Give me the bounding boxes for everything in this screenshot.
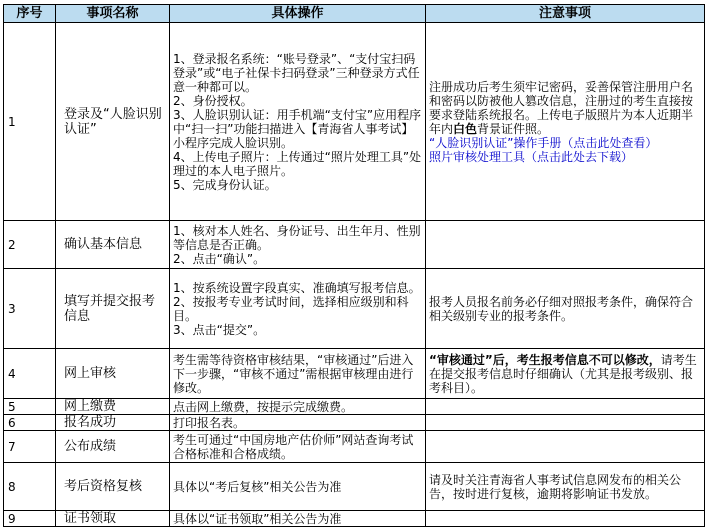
row-notes [426, 511, 705, 527]
row-operations [170, 511, 426, 527]
table-row [4, 415, 705, 431]
notes-emphasis: “审核通过”后，考生报考信息不可以修改， [429, 352, 661, 367]
table-row [4, 23, 705, 221]
row-notes [426, 23, 705, 221]
table-row [4, 399, 705, 415]
row-operations [170, 269, 426, 349]
operation-step: 1、按系统设置字段真实、准确填写报考信息。 [173, 280, 421, 295]
row-item-name: 确认基本信息 [56, 221, 170, 269]
face-auth-manual-link[interactable]: “人脸识别认证”操作手册（点击此处查看） [429, 135, 658, 150]
row-item-name: 考后资格复核 [56, 463, 170, 511]
row-item-name: 登录及“人脸识别认证” [56, 23, 170, 221]
row-notes: 请及时关注青海省人事考试信息网发布的相关公告，按时进行复核，逾期将影响证书发放。 [426, 463, 705, 511]
row-serial-no: 1 [4, 23, 56, 221]
header-operations: 具体操作 [170, 5, 426, 23]
procedure-table [3, 4, 705, 527]
row-notes [426, 221, 705, 269]
row-notes [426, 349, 705, 399]
operation-step: 具体以“证书领取”相关公告为准 [173, 511, 342, 526]
row-item-name: 报名成功 [56, 415, 170, 431]
header-serial-no: 序号 [4, 5, 56, 23]
notes-text: 背景证件照。 [477, 121, 550, 136]
row-notes: 报考人员报名前务必仔细对照报考条件，确保符合相关级别专业的报考条件。 [426, 269, 705, 349]
row-serial-no: 6 [4, 415, 56, 431]
row-operations [170, 463, 426, 511]
row-serial-no: 9 [4, 511, 56, 527]
operation-step: 具体以“考后复核”相关公告为准 [173, 479, 342, 494]
operation-step: 1、登录报名系统：“账号登录”、“支付宝扫码登录”或“电子社保卡扫码登录”三种登录方式任意一种都可以。 [173, 51, 420, 94]
operation-step: 5、完成身份认证。 [173, 177, 277, 192]
row-item-name: 网上审核 [56, 349, 170, 399]
row-operations [170, 23, 426, 221]
operation-step: 2、身份授权。 [173, 93, 253, 108]
operation-step: 点击网上缴费，按提示完成缴费。 [173, 399, 354, 414]
header-notes: 注意事项 [426, 5, 705, 23]
row-operations [170, 221, 426, 269]
table-row [4, 463, 705, 511]
row-notes [426, 431, 705, 463]
table-row [4, 269, 705, 349]
operation-step: 考生需等待资格审核结果，“审核通过”后进入下一步骤，“审核不通过”需根据审核理由进行修改。 [173, 352, 414, 395]
row-serial-no: 5 [4, 399, 56, 415]
row-operations [170, 349, 426, 399]
notes-emphasis: 白色 [453, 121, 478, 136]
row-serial-no: 2 [4, 221, 56, 269]
row-item-name: 网上缴费 [56, 399, 170, 415]
row-notes [426, 415, 705, 431]
notes-text: 注册成功后考生须牢记密码，妥善保管注册用户名和密码以防被他人篡改信息，注册过的考生直接按要求登陆系统报名。上传电子版照片为本人近期半年内 [429, 79, 694, 136]
operation-step: 考生可通过“中国房地产估价师”网站查询考试合格标准和合格成绩。 [173, 432, 414, 461]
notes-text: 请考生在提交报考信息时仔细确认（尤其是报考级别、报考科目）。 [429, 352, 697, 395]
operation-step: 打印报名表。 [173, 415, 246, 430]
row-operations [170, 399, 426, 415]
operation-step: 2、点击“确认”。 [173, 251, 266, 266]
table-row [4, 511, 705, 527]
photo-tool-download-link[interactable]: 照片审核处理工具（点击此处去下载） [429, 149, 634, 164]
operation-step: 4、上传电子照片：上传通过“照片处理工具”处理过的本人电子照片。 [173, 149, 422, 178]
row-notes [426, 399, 705, 415]
table-row [4, 221, 705, 269]
table-header-row [4, 5, 705, 23]
row-operations [170, 415, 426, 431]
row-serial-no: 7 [4, 431, 56, 463]
row-serial-no: 8 [4, 463, 56, 511]
row-item-name: 填写并提交报考信息 [56, 269, 170, 349]
operation-step: 1、核对本人姓名、身份证号、出生年月、性别等信息是否正确。 [173, 223, 421, 252]
operation-step: 2、按报考专业考试时间，选择相应级别和科目。 [173, 294, 409, 323]
operation-step: 3、点击“提交”。 [173, 322, 266, 337]
row-item-name: 证书领取 [56, 511, 170, 527]
table-row [4, 349, 705, 399]
row-serial-no: 3 [4, 269, 56, 349]
row-operations [170, 431, 426, 463]
row-serial-no: 4 [4, 349, 56, 399]
header-item-name: 事项名称 [56, 5, 170, 23]
table-row [4, 431, 705, 463]
row-item-name: 公布成绩 [56, 431, 170, 463]
operation-step: 3、人脸识别认证：用手机端“支付宝”应用程序中“扫一扫”功能扫描进入【青海省人事考试】小程序完成人脸识别。 [173, 107, 422, 150]
